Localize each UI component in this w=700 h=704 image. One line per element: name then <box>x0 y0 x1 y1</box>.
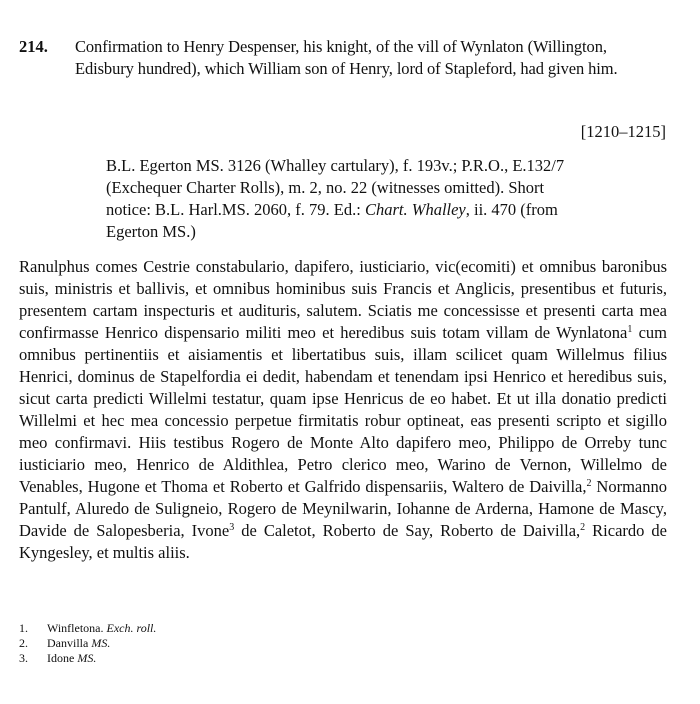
sources-text-end: , ii. 470 (from Egerton MS.) <box>106 200 558 241</box>
charter-segment: Ranulphus comes Cestrie constabulario, dapifero, iusticiario, vic(ecomiti) et omnibus baronibus suis, ministris et ballivis, et omnibus hominibus suis Francis et Anglicis, presentibus et futuris, presentem cartam inspecturis et audituris, salutem. Sciatis me concessisse et presenti carta mea confirmasse Henrico dispensario militi meo et heredibus suis totam villam de Wynlatona <box>19 257 667 342</box>
charter-segment: Normanno Pantulf, Aluredo de Suligneio, Rogero de Meynilwarin, Iohanne de Arderna, Hamone de Mascy, Davide de Salopesberia, Ivone <box>19 477 667 540</box>
footnote-number: 3. <box>19 651 28 665</box>
entry-title: Confirmation to Henry Despenser, his knight, of the vill of Wynlaton (Willington, Edisbury hundred), which William son of Henry, lord of Stapleford, had given him. <box>75 37 618 78</box>
footnote <box>19 621 319 636</box>
footnote-ref[interactable]: 1 <box>627 324 633 335</box>
footnote-text: Danvilla <box>47 636 92 650</box>
charter-text <box>19 256 667 564</box>
charter-segment: de Caletot, Roberto de Say, Roberto de Daivilla, <box>234 521 581 540</box>
footnote <box>19 651 319 666</box>
charter-segment: cum omnibus pertinentiis et aisiamentis et libertatibus suis, illam scilicet quam Willelmus filius Henrici, dominus de Stapelfordia ei dedit, habendam et tenendam ipsi Henrico et heredibus suis, sicut carta predicti Willelmi testatur, quam ipse Henricus de eo habet. Et ut illa donatio predicti Willelmi et hec mea concessio perpetue firmitatis robur optineat, eas presenti scripto et sigillo meo confirmavi. Hiis testibus Rogero de Monte Alto dapifero meo, Philippo de Orreby tunc iusticiario meo, Henrico de Aldithlea, Petro clerico meo, Warino de Vernon, Willelmo de Venables, Hugone et Thoma et Roberto et Galfrido dispensariis, Waltero de Daivilla, <box>19 323 667 496</box>
footnotes <box>19 621 319 666</box>
sources-text: B.L. Egerton MS. 3126 (Whalley cartulary), f. 193v.; P.R.O., E.132/7 (Exchequer Charter Rolls), m. 2, no. 22 (witnesses omitted). Short notice: B.L. Harl.MS. 2060, f. 79. Ed.: <box>106 156 565 219</box>
charter-segment: Ricardo de Kyngesley, et multis aliis. <box>19 521 667 562</box>
footnote-number: 2. <box>19 636 28 650</box>
entry-number: 214. <box>19 37 48 56</box>
footnote-text: Winfletona. <box>47 621 107 635</box>
footnote <box>19 636 319 651</box>
footnote-source: Exch. roll. <box>106 621 157 635</box>
footnote-ref[interactable]: 2 <box>586 478 592 489</box>
footnote-ref[interactable]: 3 <box>229 522 235 533</box>
entry-header <box>19 36 667 80</box>
footnote-number: 1. <box>19 621 28 635</box>
entry-date: [1210–1215] <box>580 122 666 141</box>
sources-edition-title: Chart. Whalley <box>364 200 466 219</box>
footnote-source: MS. <box>91 636 111 650</box>
footnote-ref[interactable]: 2 <box>580 522 586 533</box>
sources-paragraph <box>106 155 574 243</box>
footnote-source: MS. <box>77 651 97 665</box>
footnote-text: Idone <box>47 651 78 665</box>
